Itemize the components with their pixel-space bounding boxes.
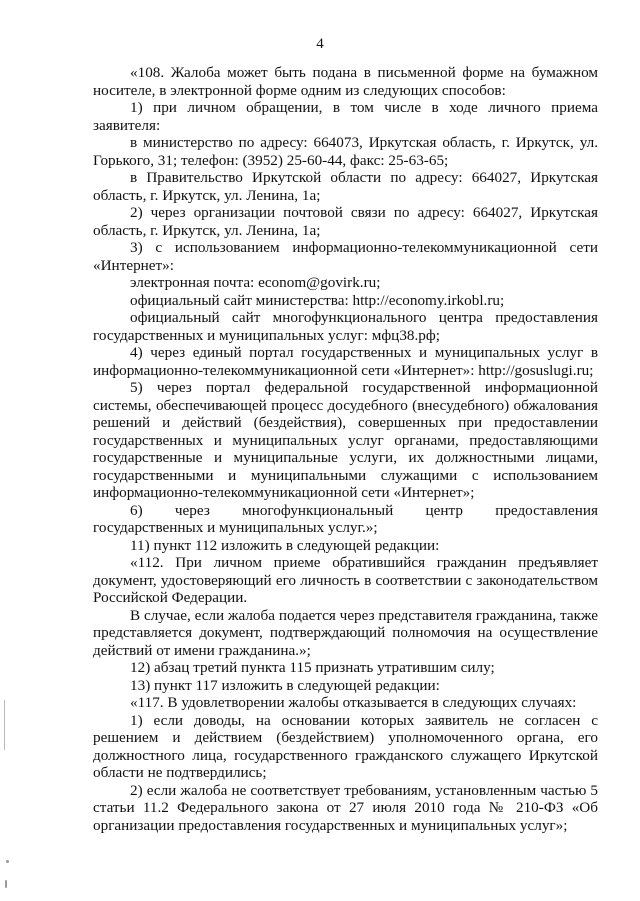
paragraph-117-item-2: 2) если жалоба не соответствует требованиям, установленным частью 5 статьи 11.2 Федерального закона от 27 июля 2010 года № 210-ФЗ «Об организации предоставления государственных и муниципальных услуг»; bbox=[93, 781, 598, 834]
paragraph-government-address: в Правительство Иркутской области по адресу: 664027, Иркутская область, г. Иркутск, ул. Ленина, 1а; bbox=[93, 169, 598, 204]
scan-artifact-line bbox=[4, 700, 5, 750]
paragraph-amendment-12: 12) абзац третий пункта 115 признать утратившим силу; bbox=[130, 659, 495, 676]
paragraph-112: «112. При личном приеме обратившийся гражданин предъявляет документ, удостоверяющий его личность в соответствии с законодательством Российской Федерации. bbox=[93, 554, 598, 606]
paragraph-amendment-11: 11) пункт 112 изложить в следующей редакции: bbox=[130, 536, 440, 554]
scan-artifact-dot bbox=[5, 880, 7, 888]
paragraph-ministry-site: официальный сайт министерства: http://economy.irkobl.ru; bbox=[130, 291, 505, 309]
paragraph-amendment-13: 13) пункт 117 изложить в следующей редакции: bbox=[130, 676, 440, 694]
paragraph-117: «117. В удовлетворении жалобы отказывается в следующих случаях: bbox=[130, 694, 577, 711]
paragraph-108: «108. Жалоба может быть подана в письменной форме на бумажном носителе, в электронной форме одним из следующих способов: bbox=[93, 64, 598, 99]
paragraph-117-item-1: 1) если доводы, на основании которых заявитель не согласен с решением и действием (бездействием) уполномоченного органа, его должностного лица, государственного гражданского служащего Иркутской области не подтвердились; bbox=[93, 711, 598, 781]
paragraph-mfc-site: официальный сайт многофункционального центра предоставления государственных и муниципальных услуг: мфц38.рф; bbox=[93, 309, 598, 344]
paragraph-representative: В случае, если жалоба подается через представителя гражданина, также представляется документ, подтверждающий полномочия на осуществление действий от имени гражданина.»; bbox=[93, 606, 598, 659]
paragraph-item-6: 6) через многофункциональный центр предоставления государственных и муниципальных услуг.»; bbox=[93, 501, 598, 536]
paragraph-item-5: 5) через портал федеральной государственной информационной системы, обеспечивающей процесс досудебного (внесудебного) обжалования решений и действий (бездействия), совершенных при предоставлении государственных и муниципальных услуг органами, предоставляющими государственные и муниципальные услуги, их должностными лицами, государственными и муниципальными служащими с использованием информационно-телекоммуникационной сети «Интернет»; bbox=[93, 379, 598, 501]
paragraph-item-3: 3) с использованием информационно-телекоммуникационной сети «Интернет»: bbox=[93, 239, 598, 274]
paragraph-item-4: 4) через единый портал государственных и муниципальных услуг в информационно-телекоммуникационной сети «Интернет»: http://gosuslugi.ru; bbox=[93, 344, 598, 379]
scan-artifact-dot bbox=[6, 860, 9, 863]
paragraph-ministry-address: в министерство по адресу: 664073, Иркутская область, г. Иркутск, ул. Горького, 31; телефон: (3952) 25-60-44, факс: 25-63-65; bbox=[93, 134, 598, 169]
paragraph-email: электронная почта: econom@govirk.ru; bbox=[130, 274, 381, 291]
paragraph-item-2: 2) через организации почтовой связи по адресу: 664027, Иркутская область, г. Иркутск, ул. Ленина, 1а; bbox=[93, 204, 598, 239]
document-body bbox=[93, 64, 598, 834]
paragraph-item-1: 1) при личном обращении, в том числе в ходе личного приема заявителя: bbox=[93, 99, 598, 134]
page-number: 4 bbox=[316, 36, 324, 52]
